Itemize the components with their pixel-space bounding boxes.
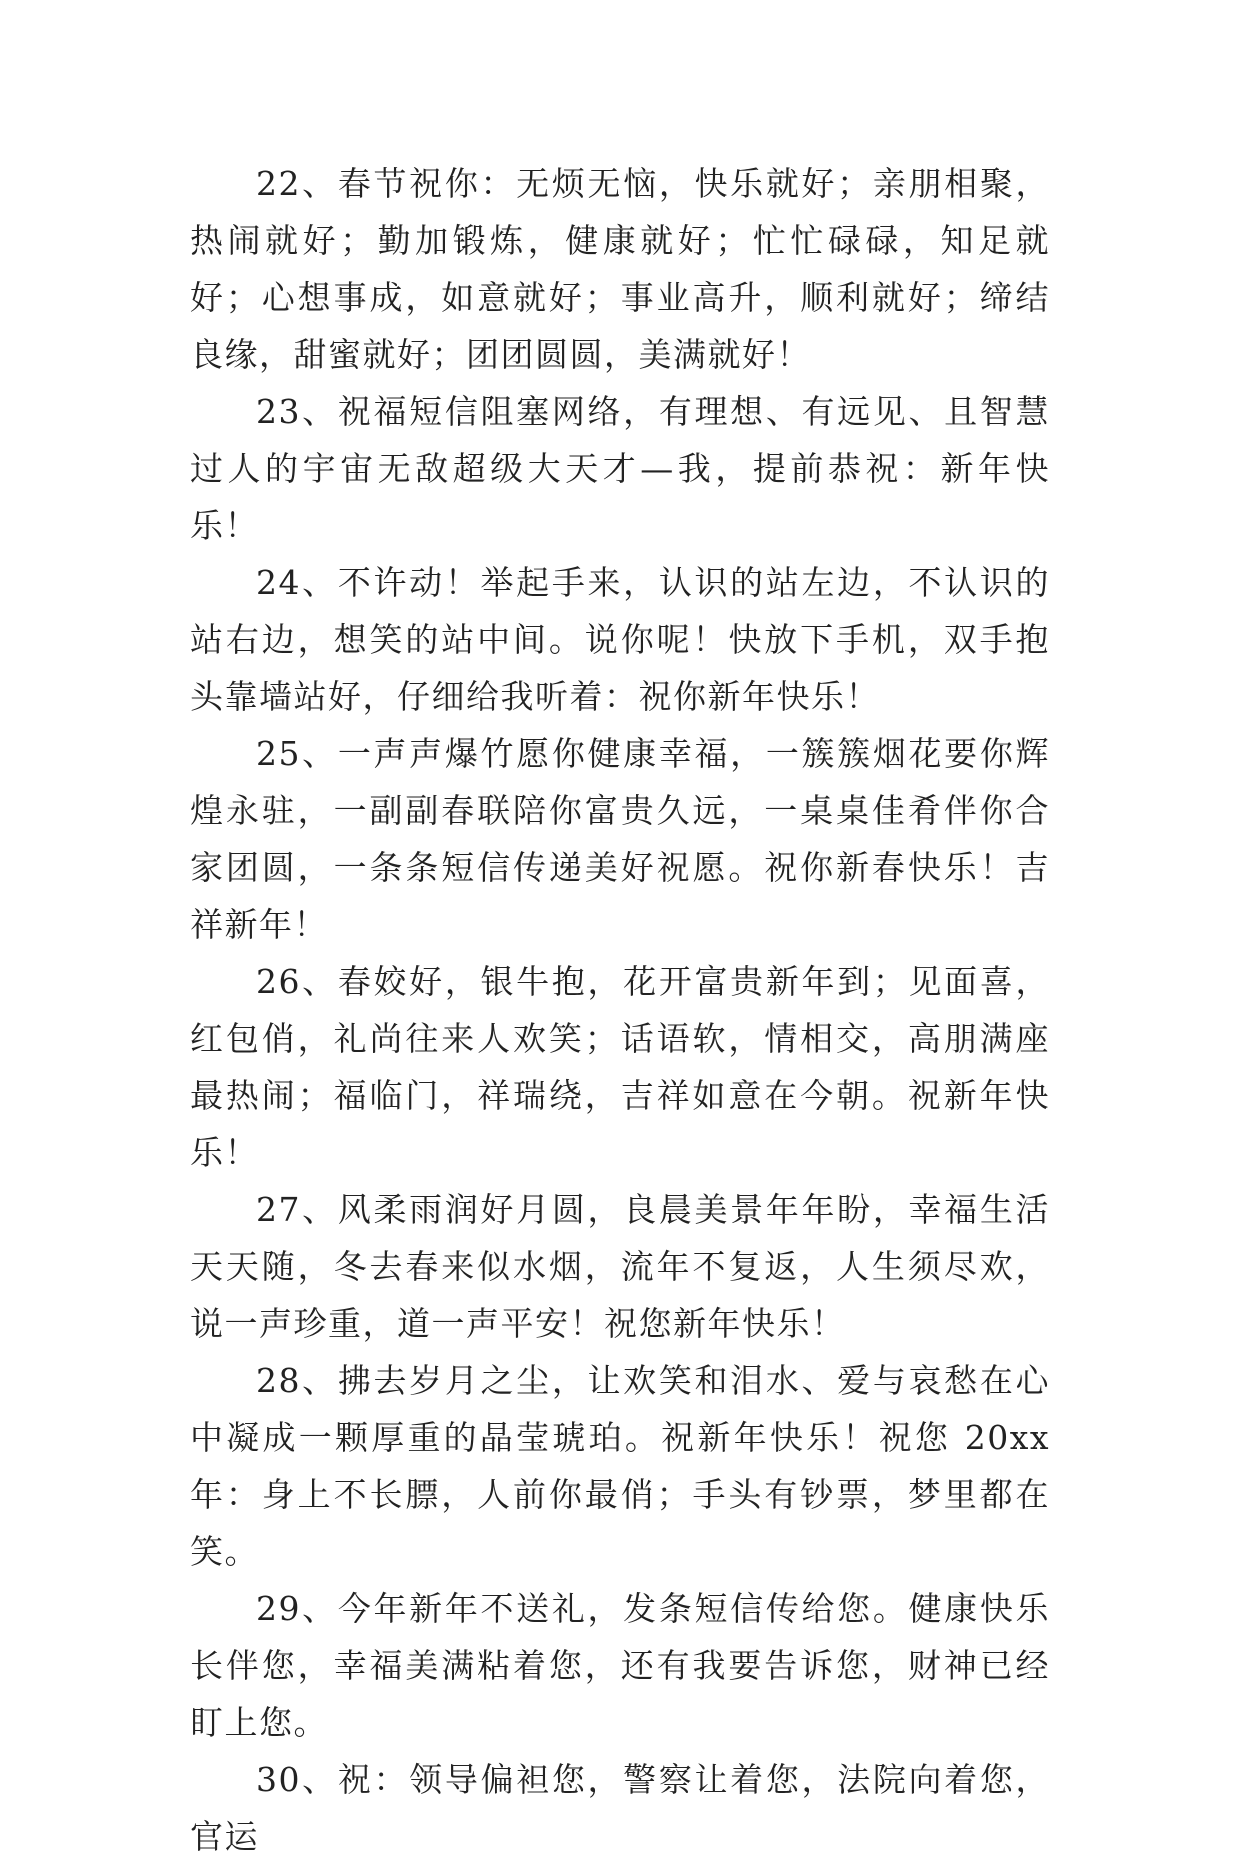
paragraph-22: 22、春节祝你：无烦无恼，快乐就好；亲朋相聚，热闹就好；勤加锻炼，健康就好；忙忙碌碌，知足就好；心想事成，如意就好；事业高升，顺利就好；缔结良缘，甜蜜就好；团团圆圆，美满就好！ [190,164,1050,374]
paragraph-26: 26、春姣好，银牛抱，花开富贵新年到；见面喜，红包俏，礼尚往来人欢笑；话语软，情相交，高朋满座最热闹；福临门，祥瑞绕，吉祥如意在今朝。祝新年快乐！ [190,962,1050,1172]
paragraph-24: 24、不许动！举起手来，认识的站左边，不认识的站右边，想笑的站中间。说你呢！快放下手机，双手抱头靠墙站好，仔细给我听着：祝你新年快乐！ [190,563,1050,716]
paragraph-25: 25、一声声爆竹愿你健康幸福，一簇簇烟花要你辉煌永驻，一副副春联陪你富贵久远，一桌桌佳肴伴你合家团圆，一条条短信传递美好祝愿。祝你新春快乐！吉祥新年！ [190,734,1050,944]
paragraph-23: 23、祝福短信阻塞网络，有理想、有远见、且智慧过人的宇宙无敌超级大天才—我，提前恭祝：新年快乐！ [190,392,1050,545]
paragraph-29: 29、今年新年不送礼，发条短信传给您。健康快乐长伴您，幸福美满粘着您，还有我要告诉您，财神已经盯上您。 [190,1589,1050,1742]
document-body [190,155,1050,1865]
paragraph-27: 27、风柔雨润好月圆，良晨美景年年盼，幸福生活天天随，冬去春来似水烟，流年不复返，人生须尽欢，说一声珍重，道一声平安！祝您新年快乐！ [190,1190,1050,1343]
paragraph-30: 30、祝：领导偏袒您，警察让着您，法院向着您，官运 [190,1760,1050,1856]
paragraph-28: 28、拂去岁月之尘，让欢笑和泪水、爱与哀愁在心中凝成一颗厚重的晶莹琥珀。祝新年快乐！祝您 20xx 年：身上不长膘，人前你最俏；手头有钞票，梦里都在笑。 [190,1361,1050,1571]
